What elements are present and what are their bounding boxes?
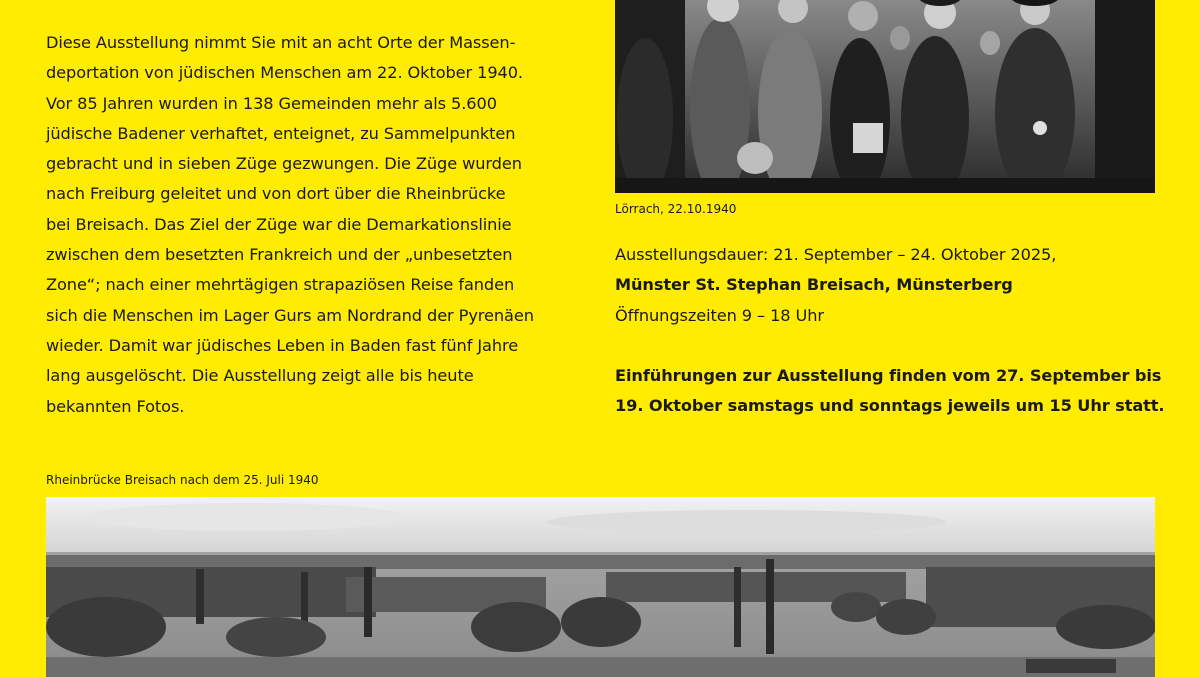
exhibition-dates: Ausstellungsdauer: 21. September – 24. Oktober 2025, xyxy=(615,245,1057,264)
intro-line: lang ausgelöscht. Die Ausstellung zeigt alle bis heute xyxy=(46,366,474,386)
crowd-photo-illustration xyxy=(615,0,1155,193)
photo-caption-top: Lörrach, 22.10.1940 xyxy=(615,202,737,216)
intro-line: bekannten Fotos. xyxy=(46,396,185,416)
exhibition-info xyxy=(615,240,1175,421)
intro-line: zwischen dem besetzten Frankreich und der „unbesetzten xyxy=(46,245,513,265)
exhibition-venue: Münster St. Stephan Breisach, Münsterberg xyxy=(615,275,1013,295)
guided-tours-line-2: 19. Oktober samstags und sonntags jeweils um 15 Uhr statt. xyxy=(615,396,1165,416)
guided-tours-line-1: Einführungen zur Ausstellung finden vom 27. September bis xyxy=(615,365,1162,385)
intro-line: jüdische Badener verhaftet, enteignet, zu Sammelpunkten xyxy=(46,123,516,143)
intro-line: wieder. Damit war jüdisches Leben in Baden fast fünf Jahre xyxy=(46,335,519,355)
landscape-photo-illustration xyxy=(46,497,1155,677)
intro-line: Diese Ausstellung nimmt Sie mit an acht Orte der Massen- xyxy=(46,33,516,52)
intro-line: Vor 85 Jahren wurden in 138 Gemeinden mehr als 5.600 xyxy=(46,93,497,113)
intro-line: sich die Menschen im Lager Gurs am Nordrand der Pyrenäen xyxy=(46,305,534,325)
photo-caption-bottom: Rheinbrücke Breisach nach dem 25. Juli 1940 xyxy=(46,473,319,487)
intro-line: bei Breisach. Das Ziel der Züge war die Demarkationslinie xyxy=(46,214,512,234)
deportation-crowd-photo xyxy=(615,0,1155,193)
intro-line: nach Freiburg geleitet und von dort über die Rheinbrücke xyxy=(46,184,506,204)
intro-line: Zone“; nach einer mehrtägigen strapaziösen Reise fanden xyxy=(46,275,515,295)
rhine-bridge-landscape-photo xyxy=(46,497,1155,677)
opening-hours: Öffnungszeiten 9 – 18 Uhr xyxy=(615,305,824,325)
intro-line: deportation von jüdischen Menschen am 22. Oktober 1940. xyxy=(46,63,523,83)
intro-line: gebracht und in sieben Züge gezwungen. Die Züge wurden xyxy=(46,154,522,174)
intro-text xyxy=(46,28,576,422)
